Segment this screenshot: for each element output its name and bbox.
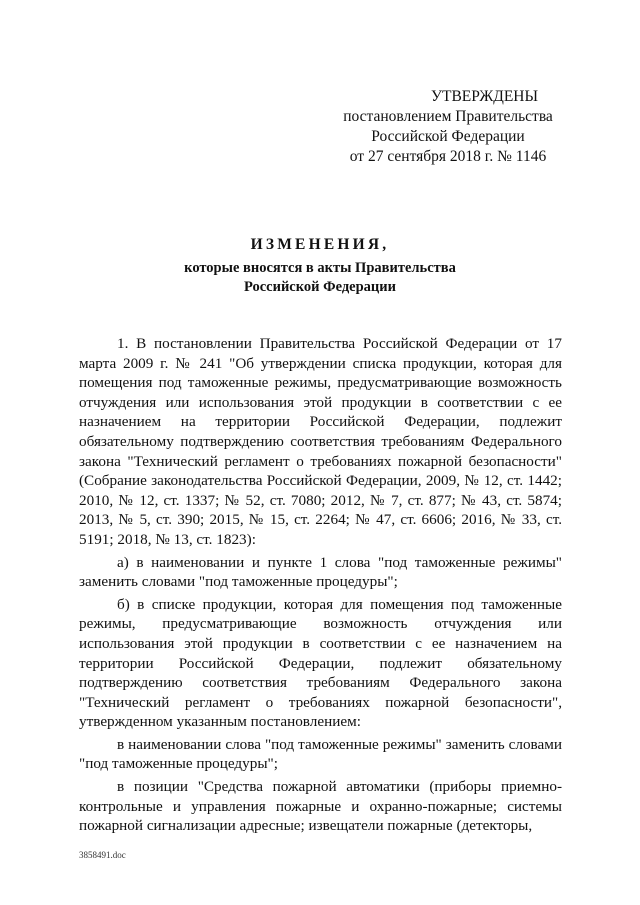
approval-heading: УТВЕРЖДЕНЫ (431, 88, 538, 105)
document-subtitle (0, 259, 640, 297)
approval-line-3: от 27 сентября 2018 г. № 1146 (349, 148, 547, 165)
document-body (79, 334, 562, 839)
paragraph-position: в позиции "Средства пожарной автоматики (приборы приемно-контрольные и управления пожарные и охранно-пожарные; системы пожарной сигнализации адресные; извещатели пожарные (детекторы, (79, 778, 562, 835)
paragraph-1: 1. В постановлении Правительства Российской Федерации от 17 марта 2009 г. № 241 "Об утверждении списка продукции, которая для помещения под таможенные режимы, предусматривающие возможность отчуждения или использования этой продукции в соответствии с ее назначением на территории Российской Федерации, подлежит обязательному подтверждению соответствия требованиям Федерального закона "Технический регламент о требованиях пожарной безопасности" (Собрание законодательства Российской Федерации, 2009, № 12, ст. 1442; 2010, № 12, ст. 1337; № 52, ст. 7080; 2012, № 7, ст. 877; № 43, ст. 5874; 2013, № 5, ст. 390; 2015, № 15, ст. 2264; № 47, ст. 6606; 2016, № 33, ст. 5191; 2018, № 13, ст. 1823): (79, 335, 562, 548)
paragraph-a: а) в наименовании и пункте 1 слова "под таможенные режимы" заменить словами "под таможенные процедуры"; (79, 553, 562, 591)
approval-block (330, 87, 566, 167)
paragraph-b: б) в списке продукции, которая для помещения под таможенные режимы, предусматривающие возможность отчуждения или использования этой продукции в соответствии с ее назначением на территории Российской Федерации, подлежит обязательному подтверждению соответствия требованиям Федерального закона "Технический регламент о требованиях пожарной безопасности", утвержденном указанным постановлением: (79, 595, 562, 731)
subtitle-line-1: которые вносятся в акты Правительства (184, 260, 456, 276)
approval-line-1: постановлением Правительства (343, 108, 553, 125)
paragraph-name-change: в наименовании слова "под таможенные режимы" заменить словами "под таможенные процедуры"; (79, 735, 562, 773)
document-title: ИЗМЕНЕНИЯ, (250, 236, 390, 253)
subtitle-line-2: Российской Федерации (243, 279, 396, 295)
approval-line-2: Российской Федерации (371, 128, 525, 145)
file-name-footer: 3858491.doc (79, 850, 126, 860)
